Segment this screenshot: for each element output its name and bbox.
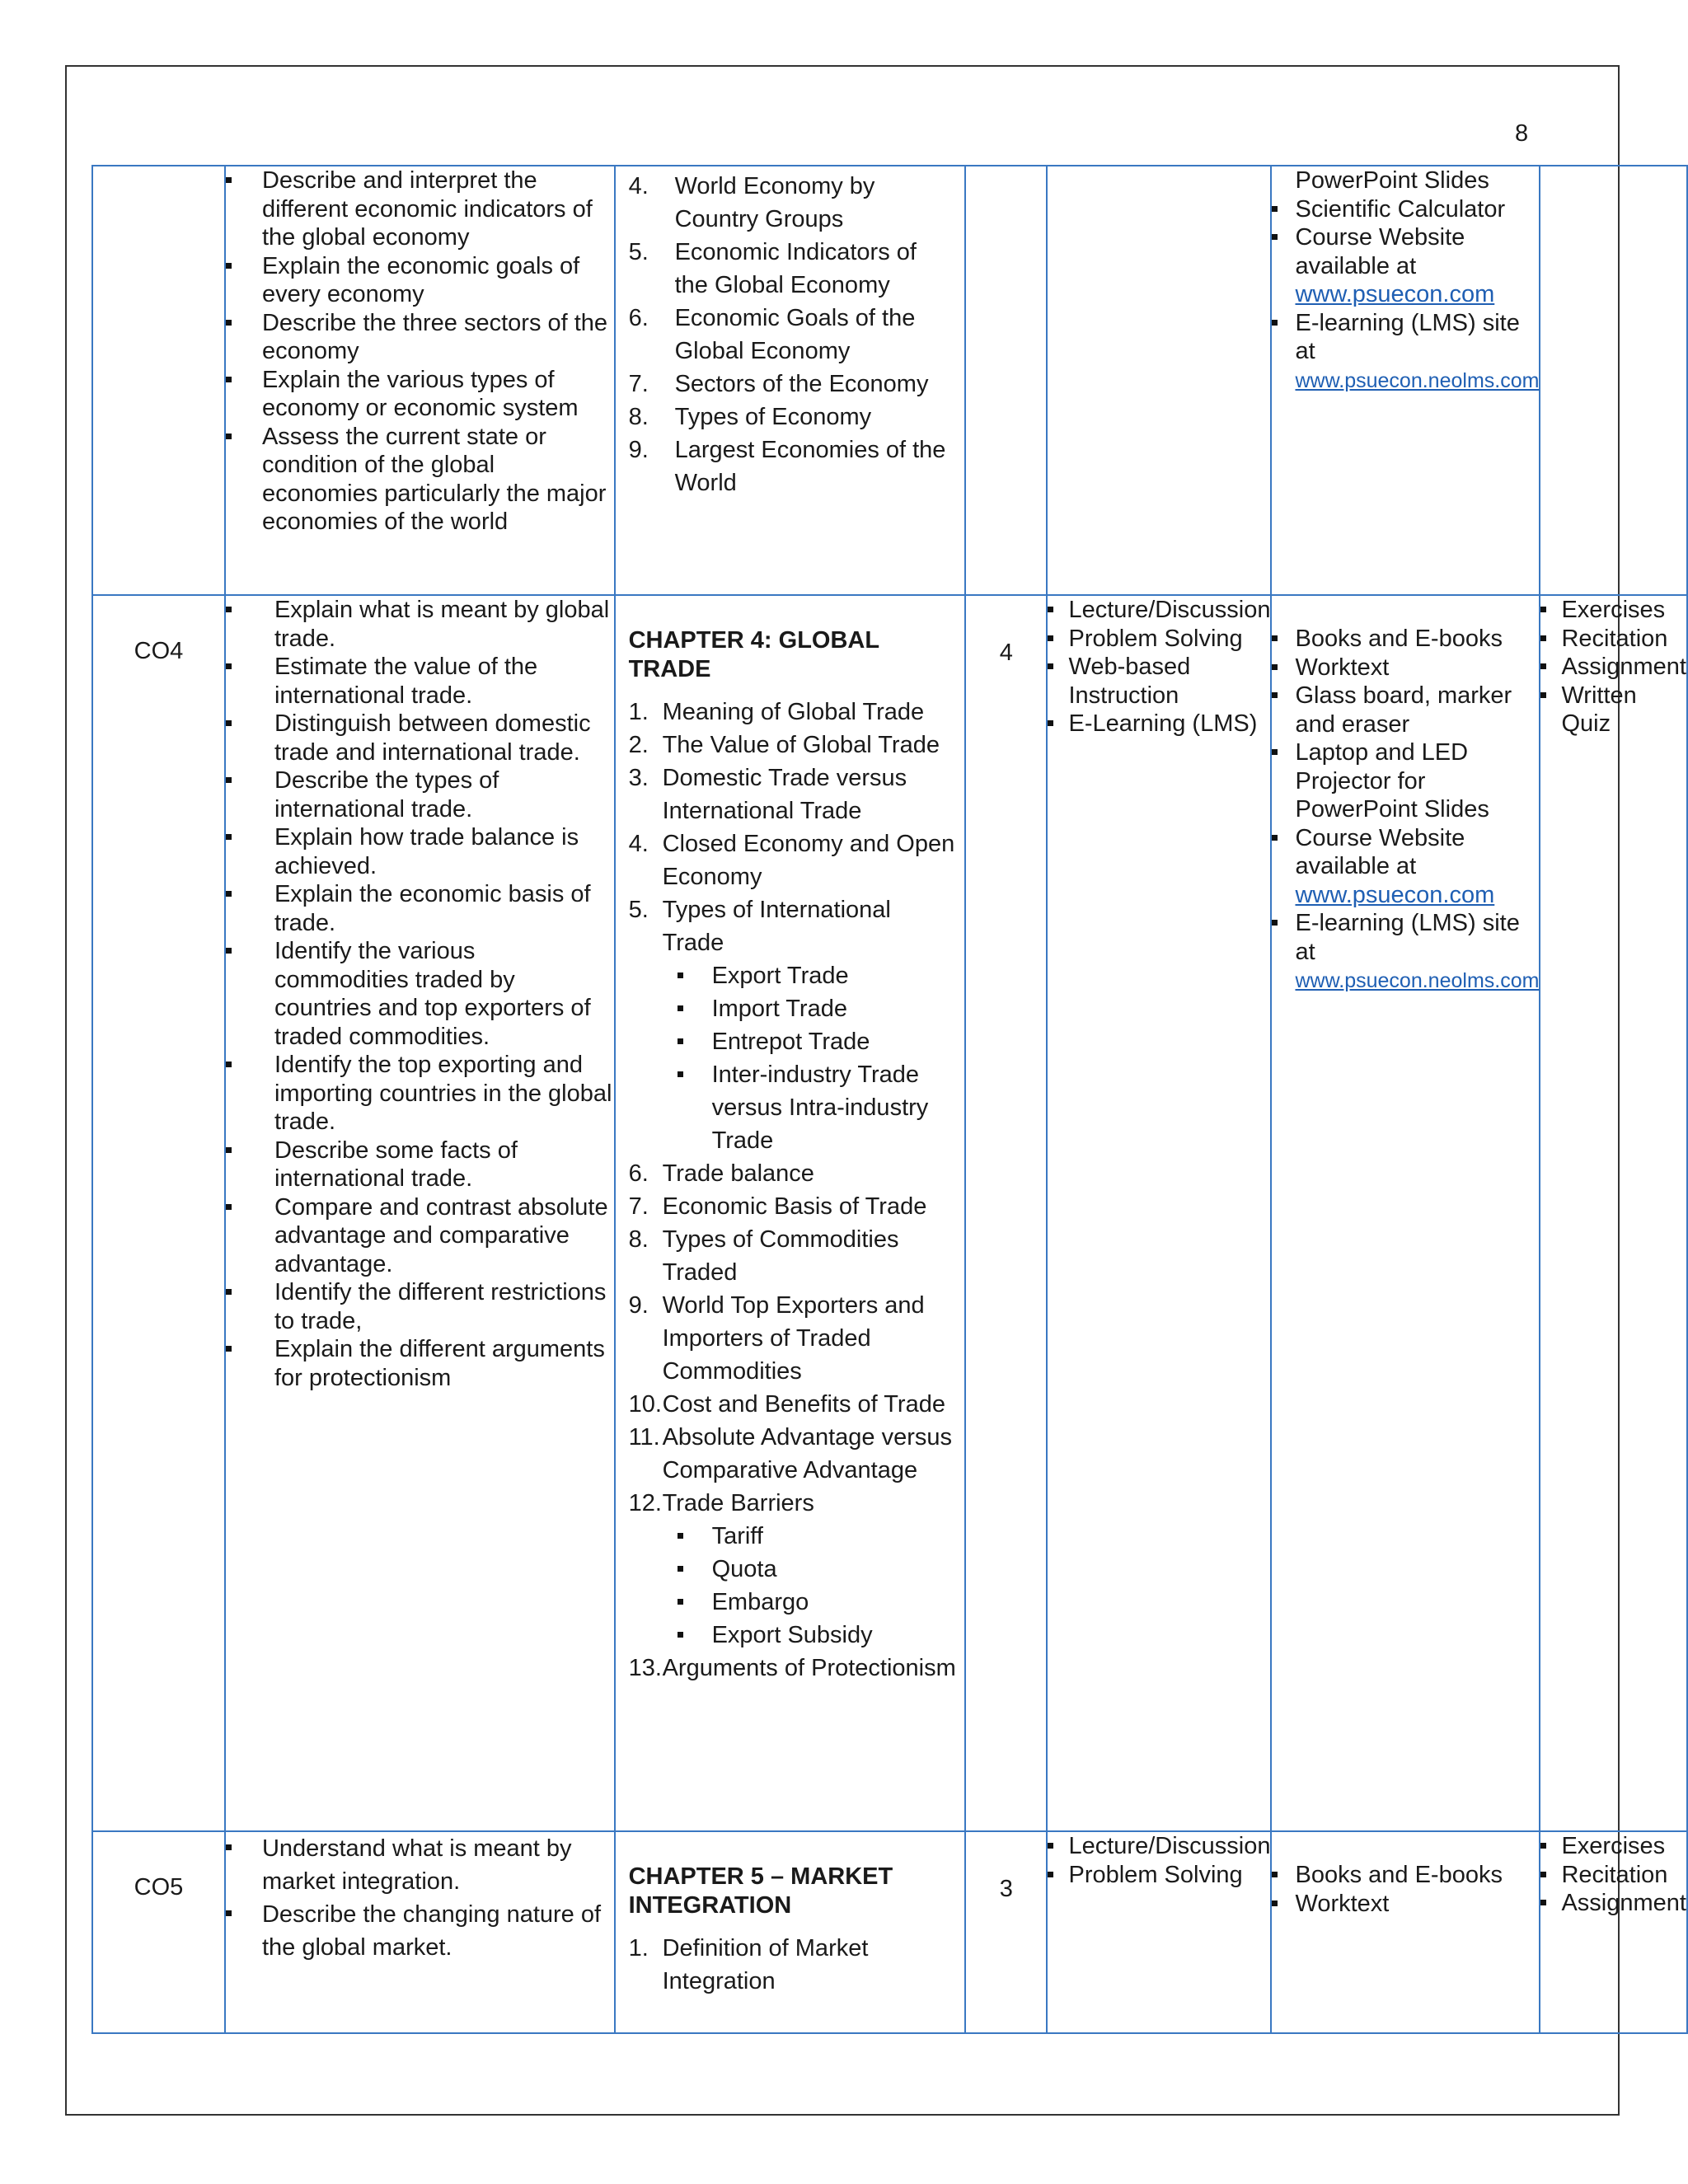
topic-item: 2. The Value of Global Trade [628, 732, 940, 758]
objective-item: Identify the various commodities traded by countries and top exporters of traded commodities. [226, 937, 614, 1051]
subtopic-item: Quota [663, 1553, 957, 1586]
topic-item: 1. Definition of Market Integration [628, 1935, 869, 1994]
resource-item: Course Website available at www.psuecon.com [1272, 223, 1539, 309]
topic-item: 5. Types of International Trade Export Trade Import Trade Entrepot Trade Inter-industry Trade versus Intra-industry Trade [629, 893, 957, 1157]
assessment-cell [1540, 166, 1687, 595]
course-website-link[interactable]: www.psuecon.com [1295, 281, 1495, 307]
topic-item: 8. Types of Economy [628, 404, 872, 430]
page-number: 8 [1515, 120, 1529, 147]
topic-item: 4. World Economy by Country Groups [628, 173, 875, 232]
objective-item: Compare and contrast absolute advantage and comparative advantage. [226, 1193, 614, 1279]
resource-item: Worktext [1272, 654, 1539, 682]
strategy-item: E-Learning (LMS) [1048, 710, 1270, 738]
objectives-cell [225, 166, 615, 595]
topics-cell [615, 1831, 966, 2033]
subtopic-item: Embargo [663, 1586, 957, 1619]
topic-item: 3. Domestic Trade versus International Trade [628, 765, 907, 824]
strategy-item: Lecture/Discussion [1048, 596, 1270, 625]
topic-item: 6. Trade balance [628, 1160, 814, 1187]
assessment-item: Assignment [1540, 1889, 1686, 1918]
objective-item: Describe the changing nature of the global market. [226, 1898, 614, 1964]
objective-item: Describe and interpret the different economic indicators of the global economy [226, 166, 614, 252]
strategy-item: Problem Solving [1048, 625, 1270, 654]
syllabus-table [91, 165, 1688, 2034]
objective-item: Explain the various types of economy or economic system [226, 366, 614, 423]
topic-item: 5. Economic Indicators of the Global Economy [628, 239, 917, 298]
topic-item: 8. Types of Commodities Traded [628, 1226, 899, 1286]
table-row [92, 595, 1687, 1831]
objective-item: Describe the three sectors of the economy [226, 309, 614, 366]
subtopic-item: Entrepot Trade [663, 1025, 957, 1058]
course-website-link[interactable]: www.psuecon.com [1295, 881, 1495, 908]
lms-site-link[interactable]: www.psuecon.neolms.com [1295, 969, 1540, 992]
resource-item: Laptop and LED Projector for PowerPoint Slides [1272, 738, 1539, 824]
chapter-title: CHAPTER 4: GLOBAL TRADE [628, 627, 879, 682]
topic-item: 4. Closed Economy and Open Economy [628, 831, 955, 890]
objective-item: Describe the types of international trade. [226, 766, 614, 823]
objective-item: Identify the top exporting and importing countries in the global trade. [226, 1051, 614, 1137]
resource-item: PowerPoint Slides [1295, 167, 1489, 194]
assessment-cell [1540, 595, 1687, 1831]
objective-item: Explain how trade balance is achieved. [226, 823, 614, 880]
topic-item: 9. Largest Economies of the World [628, 437, 946, 496]
resource-item: E-learning (LMS) site at www.psuecon.neolms.com [1272, 309, 1539, 396]
subtopic-item: Import Trade [663, 992, 957, 1025]
objective-item: Explain the economic goals of every economy [226, 252, 614, 309]
assessment-item: Assignment [1540, 653, 1686, 682]
resources-cell [1271, 166, 1540, 595]
assessment-item: Written Quiz [1540, 682, 1686, 738]
resource-item: Glass board, marker and eraser [1272, 682, 1539, 738]
objective-item: Explain what is meant by global trade. [226, 596, 614, 653]
hours-label: 4 [965, 595, 1047, 1831]
strategies-cell [1047, 1831, 1271, 2033]
topic-item: 6. Economic Goals of the Global Economy [628, 305, 916, 364]
chapter-title: CHAPTER 5 – MARKET INTEGRATION [628, 1863, 893, 1919]
objective-item: Explain the economic basis of trade. [226, 880, 614, 937]
resources-cell [1271, 1831, 1540, 2033]
topic-item: 12. Trade Barriers Tariff Quota Embargo Export Subsidy [629, 1487, 957, 1652]
assessment-item: Recitation [1540, 625, 1686, 654]
co-cell [92, 166, 225, 595]
strategy-item: Problem Solving [1048, 1861, 1270, 1890]
assessment-item: Exercises [1540, 1832, 1686, 1861]
co-label: CO5 [92, 1831, 225, 2033]
objective-item: Describe some facts of international trade. [226, 1137, 614, 1193]
topic-item: 9. World Top Exporters and Importers of Traded Commodities [628, 1292, 925, 1385]
assessment-item: Recitation [1540, 1861, 1686, 1890]
assessment-cell [1540, 1831, 1687, 2033]
strategy-item: Web-based Instruction [1048, 653, 1270, 710]
topic-item: 13. Arguments of Protectionism [628, 1655, 956, 1681]
subtopic-item: Export Subsidy [663, 1619, 957, 1652]
resource-item: Scientific Calculator [1272, 195, 1539, 224]
topic-item: 7. Sectors of the Economy [628, 371, 929, 397]
lms-site-link[interactable]: www.psuecon.neolms.com [1295, 368, 1540, 392]
objective-item: Assess the current state or condition of the global economies particularly the major economies of the world [226, 423, 614, 537]
objective-item: Understand what is meant by market integration. [226, 1832, 614, 1898]
resource-item: E-learning (LMS) site at www.psuecon.neolms.com [1272, 909, 1539, 996]
table-row [92, 1831, 1687, 2033]
objective-item: Explain the different arguments for protectionism [226, 1335, 614, 1392]
objective-item: Identify the different restrictions to trade, [226, 1278, 614, 1335]
topic-item: 11. Absolute Advantage versus Comparative Advantage [628, 1424, 953, 1483]
strategy-item: Lecture/Discussion [1048, 1832, 1270, 1861]
strategies-cell [1047, 595, 1271, 1831]
topic-item: 7. Economic Basis of Trade [628, 1193, 927, 1220]
topic-item: 1. Meaning of Global Trade [628, 699, 925, 725]
resources-cell [1271, 595, 1540, 1831]
assessment-item: Exercises [1540, 596, 1686, 625]
resource-item: Course Website available at www.psuecon.com [1272, 824, 1539, 910]
subtopic-item: Tariff [663, 1520, 957, 1553]
hours-label: 3 [965, 1831, 1047, 2033]
strategies-cell [1047, 166, 1271, 595]
table-row [92, 166, 1687, 595]
objectives-cell [225, 595, 615, 1831]
topics-cell [615, 595, 966, 1831]
topics-cell [615, 166, 966, 595]
subtopic-item: Export Trade [663, 959, 957, 992]
objective-item: Estimate the value of the international trade. [226, 653, 614, 710]
topic-item: 10. Cost and Benefits of Trade [628, 1391, 945, 1418]
objectives-cell [225, 1831, 615, 2033]
co-label: CO4 [92, 595, 225, 1831]
hours-cell [965, 166, 1047, 595]
subtopic-item: Inter-industry Trade versus Intra-industry Trade [663, 1058, 957, 1157]
resource-item: Worktext [1272, 1890, 1539, 1919]
resource-item: Books and E-books [1272, 625, 1539, 654]
objective-item: Distinguish between domestic trade and international trade. [226, 710, 614, 766]
resource-item: Books and E-books [1272, 1861, 1539, 1890]
